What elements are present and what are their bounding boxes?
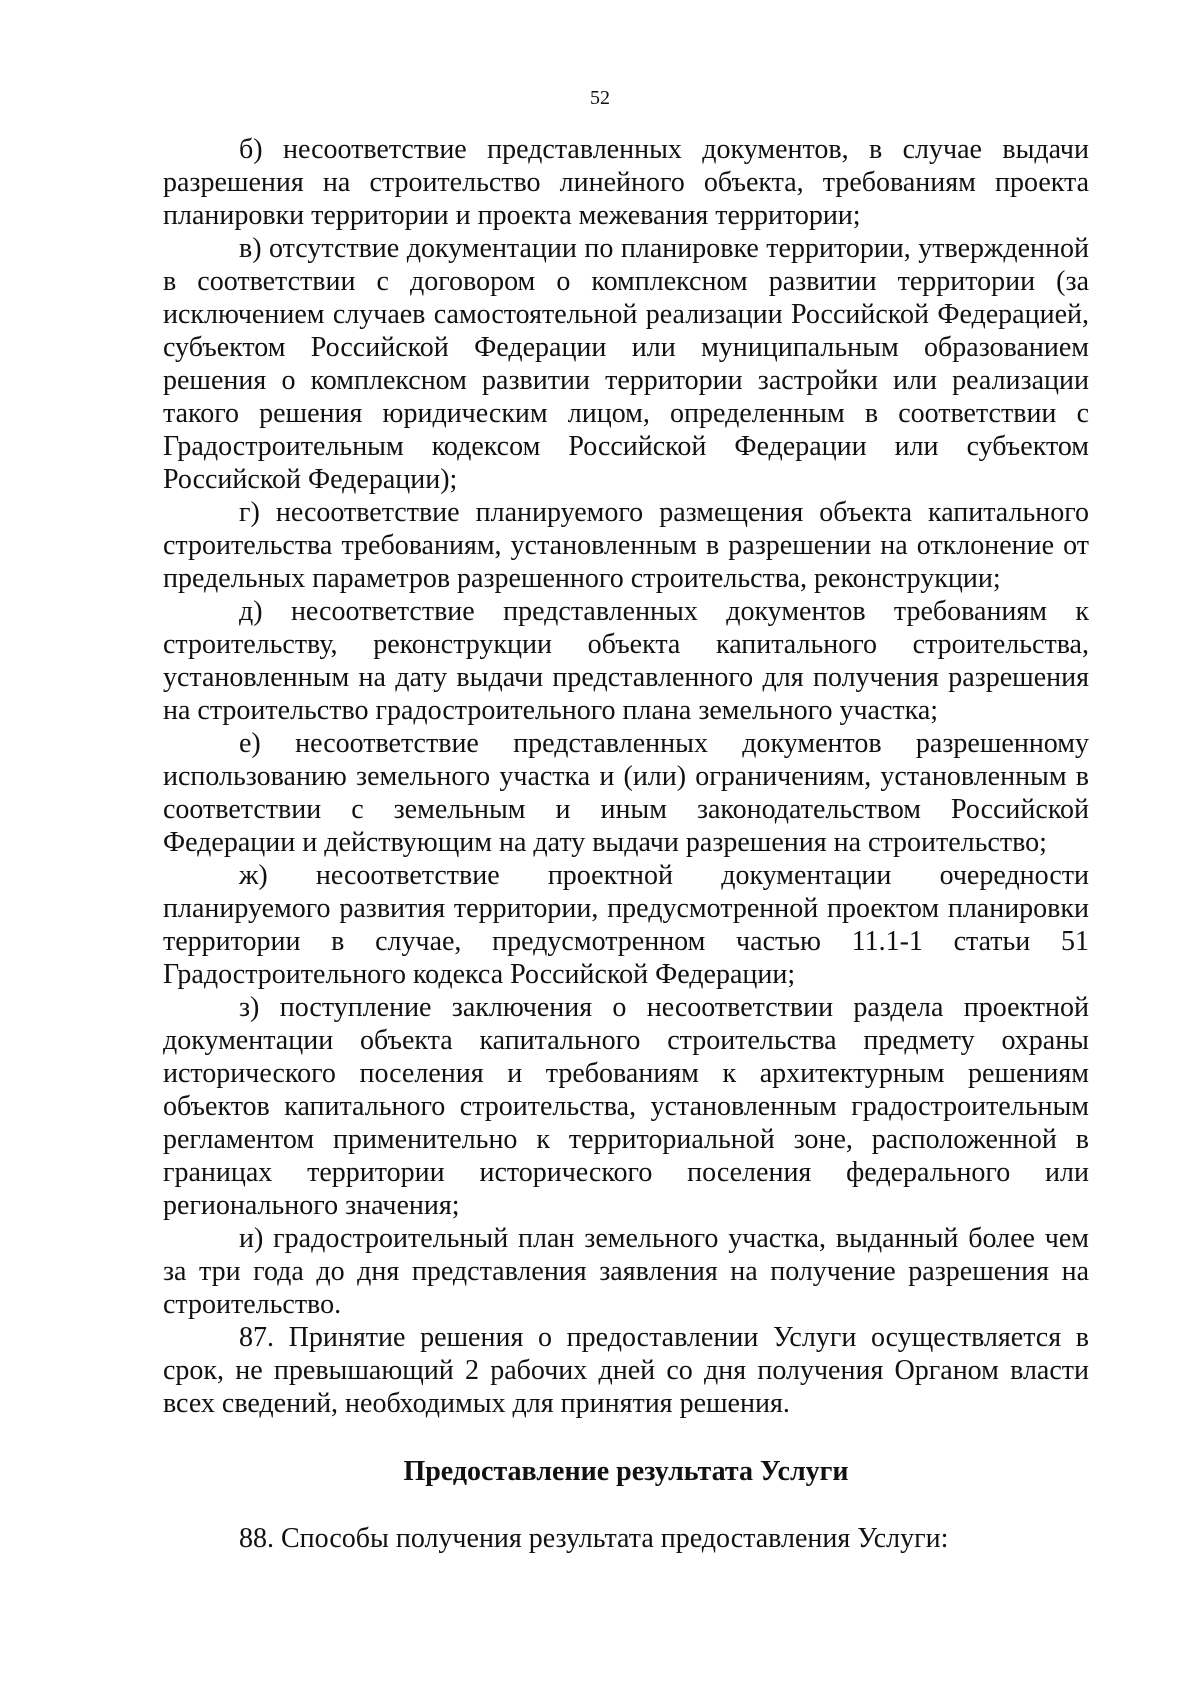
paragraph-87: 87. Принятие решения о предоставлении Услуги осуществляется в срок, не превышающий 2 рабочих дней со дня получения Органом власти всех сведений, необходимых для принятия решения. (163, 1322, 1089, 1419)
paragraph-z: з) поступление заключения о несоответствии раздела проектной документации объекта капитального строительства предмету охраны исторического поселения и требованиям к архитектурным решениям объектов капитального строительства, установленным градостроительным регламентом применительно к территориальной зоне, расположенной в границах территории исторического поселения федерального или регионального значения; (163, 992, 1089, 1221)
paragraph-e: е) несоответствие представленных документов разрешенному использованию земельного участка и (или) ограничениям, установленным в соответствии с земельным и иным законодательством Российской Федерации и действующим на дату выдачи разрешения на строительство; (163, 728, 1089, 858)
paragraph-i: и) градостроительный план земельного участка, выданный более чем за три года до дня представления заявления на получение разрешения на строительство. (163, 1223, 1089, 1320)
paragraph-d: д) несоответствие представленных документов требованиям к строительству, реконструкции объекта капитального строительства, установленным на дату выдачи представленного для получения разрешения на строительство градостроительного плана земельного участка; (163, 596, 1089, 726)
section-heading: Предоставление результата Услуги (403, 1456, 849, 1487)
paragraph-v: в) отсутствие документации по планировке территории, утвержденной в соответствии с договором о комплексном развитии территории (за исключением случаев самостоятельной реализации Российской Федерацией, субъектом Российской Федерации или муниципальным образованием решения о комплексном развитии территории застройки или реализации такого решения юридическим лицом, определенным в соответствии с Градостроительным кодексом Российской Федерации или субъектом Российской Федерации); (163, 233, 1089, 495)
document-body (163, 133, 1089, 1555)
paragraph-88: 88. Способы получения результата предоставления Услуги: (239, 1523, 949, 1554)
page-number: 52 (590, 87, 610, 109)
paragraph-zh: ж) несоответствие проектной документации очередности планируемого развития территории, предусмотренной проектом планировки территории в случае, предусмотренном частью 11.1-1 статьи 51 Градостроительного кодекса Российской Федерации; (163, 860, 1089, 990)
paragraph-g: г) несоответствие планируемого размещения объекта капитального строительства требованиям, установленным в разрешении на отклонение от предельных параметров разрешенного строительства, реконструкции; (163, 497, 1089, 594)
paragraph-b: б) несоответствие представленных документов, в случае выдачи разрешения на строительство линейного объекта, требованиям проекта планировки территории и проекта межевания территории; (163, 134, 1089, 231)
